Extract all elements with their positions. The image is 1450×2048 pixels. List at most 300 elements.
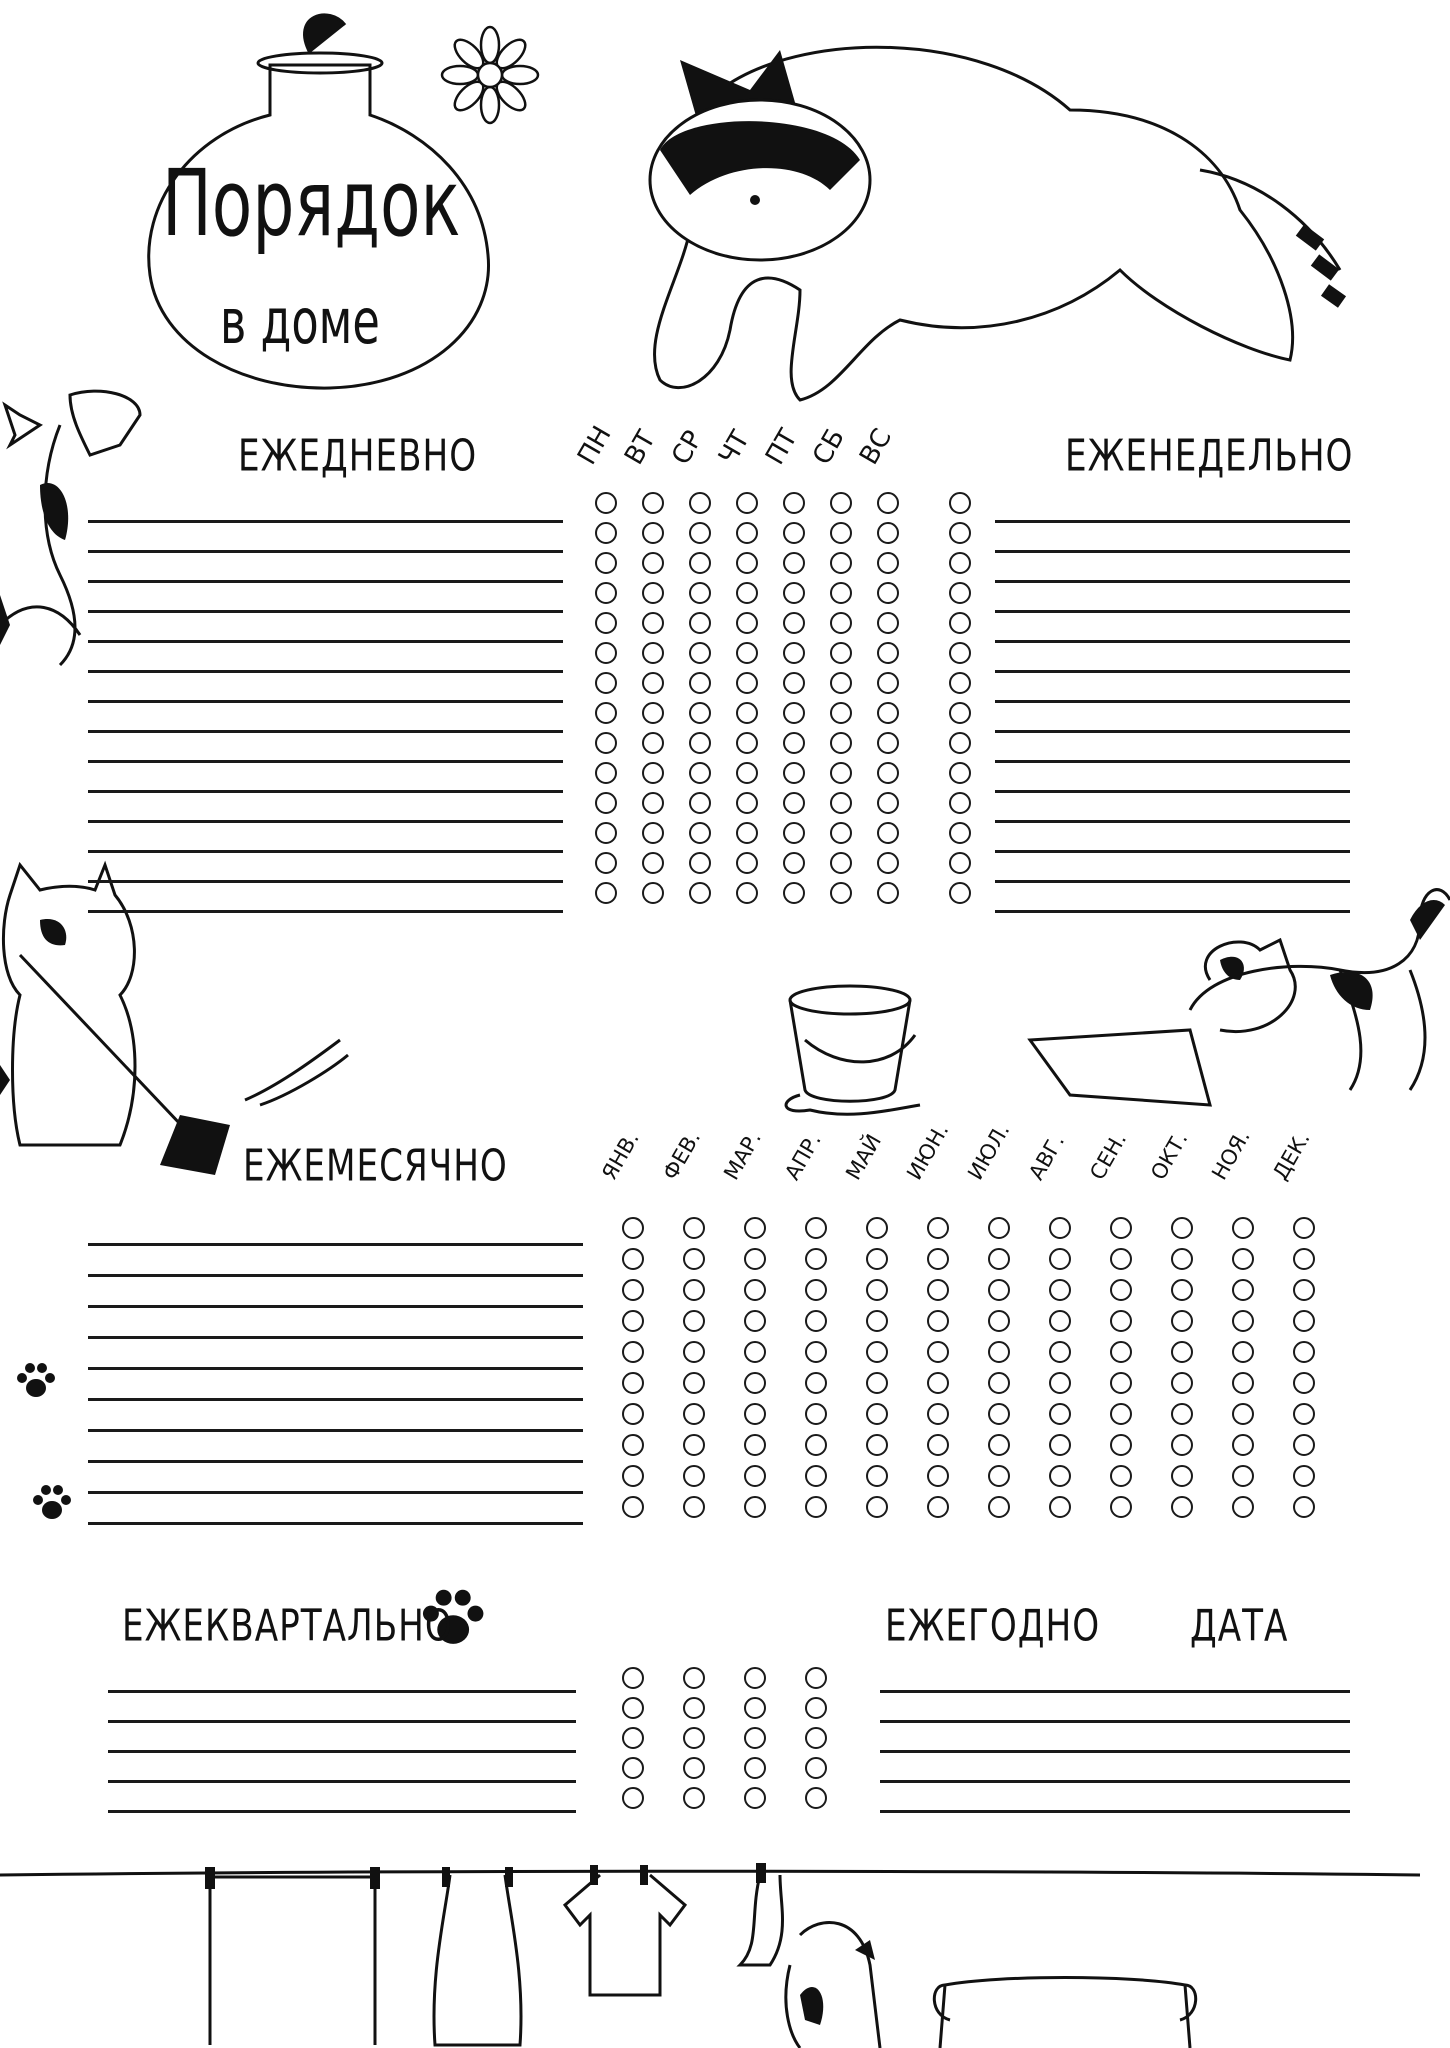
daily-task-line[interactable] (88, 790, 563, 793)
daily-checkbox[interactable] (689, 612, 711, 634)
monthly-checkbox[interactable] (1049, 1372, 1071, 1394)
daily-checkbox[interactable] (877, 672, 899, 694)
daily-checkbox[interactable] (783, 822, 805, 844)
weekly-checkbox[interactable] (949, 612, 971, 634)
daily-checkbox[interactable] (736, 612, 758, 634)
daily-checkbox[interactable] (830, 822, 852, 844)
daily-checkbox[interactable] (736, 582, 758, 604)
daily-checkbox[interactable] (877, 492, 899, 514)
daily-checkbox[interactable] (783, 672, 805, 694)
daily-checkbox[interactable] (830, 492, 852, 514)
monthly-task-line[interactable] (88, 1491, 583, 1494)
monthly-checkbox[interactable] (622, 1372, 644, 1394)
monthly-task-line[interactable] (88, 1398, 583, 1401)
quarterly-checkbox[interactable] (622, 1727, 644, 1749)
monthly-checkbox[interactable] (622, 1496, 644, 1518)
monthly-checkbox[interactable] (1110, 1372, 1132, 1394)
daily-task-line[interactable] (88, 700, 563, 703)
daily-checkbox[interactable] (595, 672, 617, 694)
quarterly-task-line[interactable] (108, 1750, 576, 1753)
daily-checkbox[interactable] (689, 882, 711, 904)
monthly-checkbox[interactable] (927, 1465, 949, 1487)
daily-checkbox[interactable] (877, 582, 899, 604)
daily-checkbox[interactable] (736, 732, 758, 754)
monthly-checkbox[interactable] (1049, 1248, 1071, 1270)
quarterly-checkbox[interactable] (683, 1787, 705, 1809)
daily-checkbox[interactable] (642, 552, 664, 574)
daily-checkbox[interactable] (783, 762, 805, 784)
monthly-checkbox[interactable] (927, 1279, 949, 1301)
monthly-task-line[interactable] (88, 1274, 583, 1277)
monthly-checkbox[interactable] (1049, 1403, 1071, 1425)
monthly-checkbox[interactable] (988, 1279, 1010, 1301)
daily-checkbox[interactable] (877, 702, 899, 724)
monthly-checkbox[interactable] (927, 1341, 949, 1363)
daily-checkbox[interactable] (877, 882, 899, 904)
weekly-checkbox[interactable] (949, 732, 971, 754)
monthly-checkbox[interactable] (866, 1403, 888, 1425)
monthly-checkbox[interactable] (683, 1496, 705, 1518)
daily-checkbox[interactable] (642, 792, 664, 814)
monthly-checkbox[interactable] (866, 1248, 888, 1270)
daily-checkbox[interactable] (595, 642, 617, 664)
monthly-checkbox[interactable] (1110, 1341, 1132, 1363)
yearly-task-line[interactable] (880, 1750, 1350, 1753)
daily-checkbox[interactable] (830, 612, 852, 634)
quarterly-checkbox[interactable] (805, 1667, 827, 1689)
daily-task-line[interactable] (88, 550, 563, 553)
monthly-task-line[interactable] (88, 1336, 583, 1339)
monthly-checkbox[interactable] (1293, 1372, 1315, 1394)
monthly-checkbox[interactable] (1049, 1310, 1071, 1332)
monthly-checkbox[interactable] (1171, 1248, 1193, 1270)
quarterly-task-line[interactable] (108, 1690, 576, 1693)
monthly-checkbox[interactable] (988, 1217, 1010, 1239)
daily-checkbox[interactable] (595, 822, 617, 844)
quarterly-checkbox[interactable] (683, 1667, 705, 1689)
quarterly-checkbox[interactable] (805, 1697, 827, 1719)
monthly-checkbox[interactable] (1110, 1403, 1132, 1425)
daily-checkbox[interactable] (689, 852, 711, 874)
daily-checkbox[interactable] (830, 882, 852, 904)
daily-checkbox[interactable] (877, 612, 899, 634)
daily-checkbox[interactable] (736, 642, 758, 664)
monthly-checkbox[interactable] (1110, 1434, 1132, 1456)
quarterly-checkbox[interactable] (744, 1727, 766, 1749)
weekly-checkbox[interactable] (949, 642, 971, 664)
monthly-checkbox[interactable] (866, 1279, 888, 1301)
monthly-checkbox[interactable] (1232, 1434, 1254, 1456)
monthly-checkbox[interactable] (1171, 1496, 1193, 1518)
weekly-task-line[interactable] (995, 760, 1350, 763)
daily-checkbox[interactable] (830, 672, 852, 694)
weekly-task-line[interactable] (995, 670, 1350, 673)
daily-checkbox[interactable] (830, 552, 852, 574)
monthly-checkbox[interactable] (1171, 1434, 1193, 1456)
monthly-task-line[interactable] (88, 1522, 583, 1525)
daily-task-line[interactable] (88, 730, 563, 733)
monthly-checkbox[interactable] (1293, 1310, 1315, 1332)
weekly-checkbox[interactable] (949, 582, 971, 604)
monthly-checkbox[interactable] (744, 1372, 766, 1394)
daily-checkbox[interactable] (642, 852, 664, 874)
daily-checkbox[interactable] (642, 582, 664, 604)
daily-checkbox[interactable] (783, 612, 805, 634)
daily-checkbox[interactable] (783, 702, 805, 724)
yearly-task-line[interactable] (880, 1810, 1350, 1813)
daily-checkbox[interactable] (736, 672, 758, 694)
daily-checkbox[interactable] (642, 732, 664, 754)
monthly-checkbox[interactable] (1232, 1248, 1254, 1270)
quarterly-checkbox[interactable] (622, 1697, 644, 1719)
weekly-task-line[interactable] (995, 580, 1350, 583)
quarterly-checkbox[interactable] (805, 1757, 827, 1779)
monthly-checkbox[interactable] (866, 1465, 888, 1487)
monthly-checkbox[interactable] (805, 1403, 827, 1425)
weekly-checkbox[interactable] (949, 552, 971, 574)
daily-checkbox[interactable] (830, 762, 852, 784)
daily-checkbox[interactable] (595, 552, 617, 574)
monthly-checkbox[interactable] (1049, 1465, 1071, 1487)
daily-checkbox[interactable] (830, 702, 852, 724)
monthly-checkbox[interactable] (1049, 1434, 1071, 1456)
yearly-task-line[interactable] (880, 1780, 1350, 1783)
daily-checkbox[interactable] (736, 522, 758, 544)
daily-task-line[interactable] (88, 640, 563, 643)
daily-checkbox[interactable] (642, 822, 664, 844)
quarterly-checkbox[interactable] (744, 1667, 766, 1689)
monthly-checkbox[interactable] (622, 1279, 644, 1301)
monthly-checkbox[interactable] (988, 1403, 1010, 1425)
daily-task-line[interactable] (88, 910, 563, 913)
monthly-checkbox[interactable] (1171, 1279, 1193, 1301)
daily-checkbox[interactable] (689, 732, 711, 754)
quarterly-checkbox[interactable] (622, 1757, 644, 1779)
daily-checkbox[interactable] (736, 702, 758, 724)
monthly-checkbox[interactable] (866, 1310, 888, 1332)
daily-checkbox[interactable] (877, 642, 899, 664)
quarterly-checkbox[interactable] (744, 1757, 766, 1779)
monthly-checkbox[interactable] (927, 1434, 949, 1456)
daily-checkbox[interactable] (689, 552, 711, 574)
monthly-checkbox[interactable] (744, 1341, 766, 1363)
monthly-checkbox[interactable] (988, 1434, 1010, 1456)
monthly-checkbox[interactable] (622, 1310, 644, 1332)
monthly-checkbox[interactable] (988, 1341, 1010, 1363)
monthly-checkbox[interactable] (805, 1434, 827, 1456)
monthly-checkbox[interactable] (744, 1248, 766, 1270)
quarterly-checkbox[interactable] (805, 1727, 827, 1749)
monthly-task-line[interactable] (88, 1429, 583, 1432)
daily-checkbox[interactable] (689, 642, 711, 664)
monthly-checkbox[interactable] (1232, 1403, 1254, 1425)
monthly-checkbox[interactable] (1232, 1372, 1254, 1394)
monthly-checkbox[interactable] (683, 1217, 705, 1239)
daily-checkbox[interactable] (595, 702, 617, 724)
daily-checkbox[interactable] (642, 492, 664, 514)
monthly-checkbox[interactable] (805, 1310, 827, 1332)
daily-checkbox[interactable] (689, 822, 711, 844)
monthly-checkbox[interactable] (683, 1248, 705, 1270)
daily-checkbox[interactable] (736, 852, 758, 874)
monthly-checkbox[interactable] (805, 1465, 827, 1487)
monthly-checkbox[interactable] (1049, 1217, 1071, 1239)
monthly-checkbox[interactable] (1232, 1310, 1254, 1332)
weekly-task-line[interactable] (995, 850, 1350, 853)
daily-checkbox[interactable] (642, 612, 664, 634)
daily-checkbox[interactable] (595, 792, 617, 814)
daily-checkbox[interactable] (830, 792, 852, 814)
monthly-checkbox[interactable] (988, 1372, 1010, 1394)
daily-checkbox[interactable] (783, 552, 805, 574)
daily-checkbox[interactable] (642, 762, 664, 784)
daily-checkbox[interactable] (877, 732, 899, 754)
monthly-checkbox[interactable] (622, 1217, 644, 1239)
monthly-task-line[interactable] (88, 1305, 583, 1308)
daily-checkbox[interactable] (736, 492, 758, 514)
daily-checkbox[interactable] (736, 792, 758, 814)
monthly-checkbox[interactable] (1293, 1465, 1315, 1487)
daily-checkbox[interactable] (642, 642, 664, 664)
monthly-checkbox[interactable] (744, 1434, 766, 1456)
monthly-checkbox[interactable] (622, 1434, 644, 1456)
monthly-checkbox[interactable] (1232, 1341, 1254, 1363)
weekly-task-line[interactable] (995, 730, 1350, 733)
monthly-checkbox[interactable] (1293, 1217, 1315, 1239)
weekly-checkbox[interactable] (949, 522, 971, 544)
monthly-checkbox[interactable] (805, 1217, 827, 1239)
monthly-checkbox[interactable] (927, 1496, 949, 1518)
weekly-checkbox[interactable] (949, 672, 971, 694)
daily-checkbox[interactable] (689, 672, 711, 694)
quarterly-task-line[interactable] (108, 1810, 576, 1813)
monthly-checkbox[interactable] (988, 1248, 1010, 1270)
daily-checkbox[interactable] (736, 882, 758, 904)
weekly-task-line[interactable] (995, 820, 1350, 823)
daily-checkbox[interactable] (783, 852, 805, 874)
daily-checkbox[interactable] (830, 732, 852, 754)
daily-checkbox[interactable] (689, 792, 711, 814)
daily-checkbox[interactable] (595, 852, 617, 874)
daily-checkbox[interactable] (595, 582, 617, 604)
monthly-checkbox[interactable] (927, 1372, 949, 1394)
monthly-checkbox[interactable] (744, 1465, 766, 1487)
monthly-checkbox[interactable] (622, 1403, 644, 1425)
daily-checkbox[interactable] (877, 792, 899, 814)
quarterly-checkbox[interactable] (622, 1787, 644, 1809)
monthly-task-line[interactable] (88, 1243, 583, 1246)
daily-checkbox[interactable] (830, 522, 852, 544)
monthly-checkbox[interactable] (683, 1434, 705, 1456)
daily-checkbox[interactable] (595, 492, 617, 514)
monthly-checkbox[interactable] (1293, 1496, 1315, 1518)
monthly-checkbox[interactable] (622, 1248, 644, 1270)
daily-checkbox[interactable] (595, 522, 617, 544)
weekly-task-line[interactable] (995, 520, 1350, 523)
monthly-checkbox[interactable] (1171, 1341, 1193, 1363)
daily-checkbox[interactable] (830, 582, 852, 604)
daily-checkbox[interactable] (877, 852, 899, 874)
monthly-task-line[interactable] (88, 1460, 583, 1463)
monthly-checkbox[interactable] (1293, 1434, 1315, 1456)
monthly-checkbox[interactable] (1293, 1279, 1315, 1301)
monthly-checkbox[interactable] (1232, 1217, 1254, 1239)
daily-checkbox[interactable] (736, 552, 758, 574)
quarterly-checkbox[interactable] (683, 1727, 705, 1749)
quarterly-checkbox[interactable] (744, 1697, 766, 1719)
monthly-checkbox[interactable] (1232, 1496, 1254, 1518)
monthly-checkbox[interactable] (683, 1403, 705, 1425)
monthly-checkbox[interactable] (1110, 1465, 1132, 1487)
monthly-checkbox[interactable] (683, 1279, 705, 1301)
quarterly-checkbox[interactable] (622, 1667, 644, 1689)
monthly-checkbox[interactable] (683, 1465, 705, 1487)
daily-checkbox[interactable] (595, 762, 617, 784)
weekly-checkbox[interactable] (949, 792, 971, 814)
monthly-checkbox[interactable] (988, 1465, 1010, 1487)
quarterly-checkbox[interactable] (683, 1757, 705, 1779)
weekly-checkbox[interactable] (949, 882, 971, 904)
monthly-checkbox[interactable] (805, 1341, 827, 1363)
yearly-task-line[interactable] (880, 1690, 1350, 1693)
daily-checkbox[interactable] (783, 792, 805, 814)
weekly-task-line[interactable] (995, 790, 1350, 793)
monthly-checkbox[interactable] (1171, 1403, 1193, 1425)
daily-checkbox[interactable] (689, 702, 711, 724)
weekly-checkbox[interactable] (949, 702, 971, 724)
monthly-checkbox[interactable] (1232, 1465, 1254, 1487)
quarterly-checkbox[interactable] (744, 1787, 766, 1809)
monthly-checkbox[interactable] (805, 1279, 827, 1301)
monthly-checkbox[interactable] (744, 1403, 766, 1425)
monthly-checkbox[interactable] (1049, 1496, 1071, 1518)
monthly-checkbox[interactable] (1171, 1372, 1193, 1394)
daily-checkbox[interactable] (783, 522, 805, 544)
daily-checkbox[interactable] (783, 882, 805, 904)
monthly-checkbox[interactable] (683, 1310, 705, 1332)
daily-task-line[interactable] (88, 610, 563, 613)
monthly-checkbox[interactable] (927, 1310, 949, 1332)
monthly-checkbox[interactable] (927, 1217, 949, 1239)
daily-checkbox[interactable] (830, 852, 852, 874)
quarterly-checkbox[interactable] (683, 1697, 705, 1719)
weekly-checkbox[interactable] (949, 492, 971, 514)
monthly-checkbox[interactable] (805, 1372, 827, 1394)
monthly-checkbox[interactable] (1171, 1310, 1193, 1332)
monthly-checkbox[interactable] (866, 1434, 888, 1456)
daily-checkbox[interactable] (595, 732, 617, 754)
daily-checkbox[interactable] (830, 642, 852, 664)
monthly-checkbox[interactable] (805, 1496, 827, 1518)
monthly-checkbox[interactable] (1110, 1496, 1132, 1518)
daily-checkbox[interactable] (783, 492, 805, 514)
monthly-checkbox[interactable] (1232, 1279, 1254, 1301)
weekly-task-line[interactable] (995, 610, 1350, 613)
monthly-task-line[interactable] (88, 1367, 583, 1370)
daily-checkbox[interactable] (642, 882, 664, 904)
daily-checkbox[interactable] (642, 702, 664, 724)
daily-task-line[interactable] (88, 580, 563, 583)
daily-checkbox[interactable] (689, 762, 711, 784)
daily-checkbox[interactable] (689, 582, 711, 604)
monthly-checkbox[interactable] (866, 1217, 888, 1239)
monthly-checkbox[interactable] (744, 1217, 766, 1239)
monthly-checkbox[interactable] (1171, 1217, 1193, 1239)
daily-task-line[interactable] (88, 760, 563, 763)
monthly-checkbox[interactable] (1049, 1341, 1071, 1363)
monthly-checkbox[interactable] (622, 1465, 644, 1487)
monthly-checkbox[interactable] (1171, 1465, 1193, 1487)
daily-task-line[interactable] (88, 820, 563, 823)
monthly-checkbox[interactable] (1110, 1217, 1132, 1239)
monthly-checkbox[interactable] (1110, 1248, 1132, 1270)
monthly-checkbox[interactable] (927, 1403, 949, 1425)
monthly-checkbox[interactable] (744, 1310, 766, 1332)
monthly-checkbox[interactable] (988, 1310, 1010, 1332)
daily-checkbox[interactable] (783, 642, 805, 664)
monthly-checkbox[interactable] (866, 1496, 888, 1518)
daily-checkbox[interactable] (642, 522, 664, 544)
monthly-checkbox[interactable] (1293, 1403, 1315, 1425)
daily-checkbox[interactable] (783, 582, 805, 604)
quarterly-checkbox[interactable] (805, 1787, 827, 1809)
daily-task-line[interactable] (88, 670, 563, 673)
monthly-checkbox[interactable] (744, 1279, 766, 1301)
monthly-checkbox[interactable] (683, 1372, 705, 1394)
daily-task-line[interactable] (88, 880, 563, 883)
daily-checkbox[interactable] (783, 732, 805, 754)
daily-checkbox[interactable] (877, 762, 899, 784)
monthly-checkbox[interactable] (927, 1248, 949, 1270)
daily-checkbox[interactable] (642, 672, 664, 694)
daily-checkbox[interactable] (689, 522, 711, 544)
quarterly-task-line[interactable] (108, 1780, 576, 1783)
monthly-checkbox[interactable] (866, 1341, 888, 1363)
monthly-checkbox[interactable] (744, 1496, 766, 1518)
daily-checkbox[interactable] (736, 762, 758, 784)
weekly-checkbox[interactable] (949, 852, 971, 874)
daily-checkbox[interactable] (877, 522, 899, 544)
weekly-task-line[interactable] (995, 880, 1350, 883)
daily-checkbox[interactable] (736, 822, 758, 844)
monthly-checkbox[interactable] (866, 1372, 888, 1394)
monthly-checkbox[interactable] (1293, 1248, 1315, 1270)
daily-checkbox[interactable] (877, 822, 899, 844)
monthly-checkbox[interactable] (1049, 1279, 1071, 1301)
weekly-checkbox[interactable] (949, 822, 971, 844)
daily-checkbox[interactable] (689, 492, 711, 514)
weekly-task-line[interactable] (995, 640, 1350, 643)
monthly-checkbox[interactable] (988, 1496, 1010, 1518)
monthly-checkbox[interactable] (1293, 1341, 1315, 1363)
weekly-task-line[interactable] (995, 910, 1350, 913)
daily-checkbox[interactable] (877, 552, 899, 574)
daily-task-line[interactable] (88, 850, 563, 853)
daily-checkbox[interactable] (595, 882, 617, 904)
weekly-task-line[interactable] (995, 700, 1350, 703)
daily-task-line[interactable] (88, 520, 563, 523)
monthly-checkbox[interactable] (683, 1341, 705, 1363)
monthly-checkbox[interactable] (805, 1248, 827, 1270)
daily-checkbox[interactable] (595, 612, 617, 634)
monthly-checkbox[interactable] (622, 1341, 644, 1363)
weekly-task-line[interactable] (995, 550, 1350, 553)
monthly-checkbox[interactable] (1110, 1310, 1132, 1332)
quarterly-task-line[interactable] (108, 1720, 576, 1723)
yearly-task-line[interactable] (880, 1720, 1350, 1723)
weekly-checkbox[interactable] (949, 762, 971, 784)
monthly-checkbox[interactable] (1110, 1279, 1132, 1301)
